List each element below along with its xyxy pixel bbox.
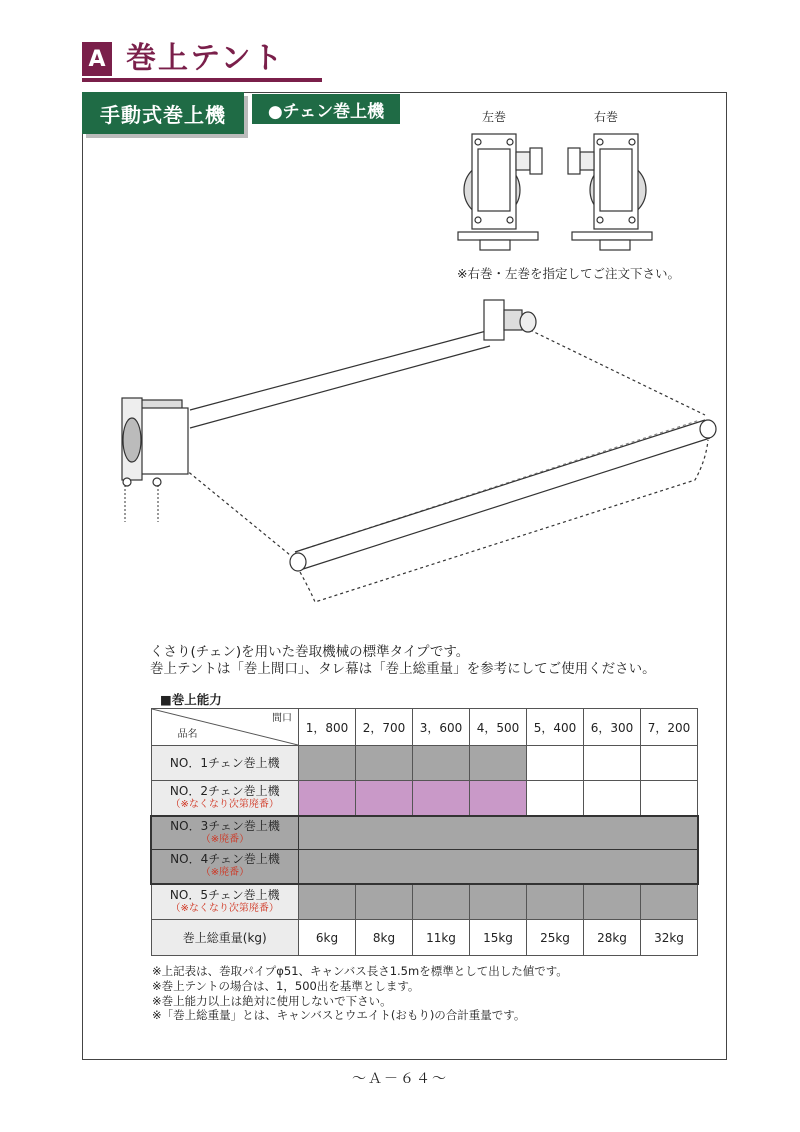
capacity-cell [527, 746, 584, 781]
capacity-cell [584, 746, 641, 781]
weight-cell: 11kg [413, 920, 470, 956]
left-winder-illustration [458, 134, 542, 250]
row-name-cell [151, 884, 299, 920]
description-line-2: 巻上テントは「巻上間口」、タレ幕は「巻上総重量」を参考にしてご使用ください。 [150, 661, 656, 677]
weight-label-cell [151, 920, 299, 956]
capacity-cell [641, 781, 698, 816]
capacity-cell [356, 746, 413, 781]
row-status-note: （※なくなり次第廃番） [170, 902, 279, 914]
corner-bottom-label: 品名 [177, 729, 198, 740]
weight-cell: 15kg [470, 920, 527, 956]
subtitle-main: 手動式巻上機 [82, 92, 244, 134]
capacity-cell-merged [299, 850, 698, 884]
row-name: NO．2チェン巻上機 [169, 783, 280, 798]
capacity-cell [299, 884, 356, 920]
capacity-cell [356, 884, 413, 920]
section-title: 巻上テント [126, 41, 285, 76]
description-line-1: くさり(チェン)を用いた巻取機械の標準タイプです。 [150, 644, 470, 660]
capacity-cell [413, 781, 470, 816]
weight-cell: 25kg [527, 920, 584, 956]
weight-cell: 6kg [299, 920, 356, 956]
corner-top-label: 間口 [272, 713, 292, 724]
capacity-cell [641, 884, 698, 920]
column-header: 2，700 [356, 709, 413, 746]
capacity-cell [470, 746, 527, 781]
row-name: NO．3チェン巻上機 [170, 818, 280, 833]
right-wind-label: 右巻 [594, 110, 619, 124]
footnote: ※上記表は、巻取パイプφ51、キャンバス長さ1.5mを標準として出した値です。 [152, 964, 568, 978]
row-name-cell [151, 816, 299, 850]
row-status-note: （※なくなり次第廃番） [170, 798, 279, 810]
capacity-cell [470, 781, 527, 816]
chain-winder-machine [122, 398, 188, 486]
footnote: ※「巻上総重量」とは、キャンバスとウエイト(おもり)の合計重量です。 [152, 1008, 526, 1023]
capacity-cell [584, 781, 641, 816]
table-row [151, 781, 698, 816]
capacity-cell [299, 781, 356, 816]
row-name-cell [151, 746, 299, 781]
table-row [151, 746, 698, 781]
column-header: 3，600 [413, 709, 470, 746]
column-header: 5，400 [527, 709, 584, 746]
page-number: ～Ａ－６４～ [352, 1071, 448, 1087]
footnote: ※巻上能力以上は絶対に使用しないで下さい。 [152, 993, 392, 1008]
capacity-cell [413, 884, 470, 920]
weight-cell: 8kg [356, 920, 413, 956]
capacity-cell-merged [299, 816, 698, 850]
table-row [151, 816, 698, 850]
row-name-cell [151, 850, 299, 884]
winding-direction-note: ※右巻・左巻を指定してご注文下さい。 [457, 266, 680, 281]
chain [125, 485, 158, 522]
column-header: 6，300 [584, 709, 641, 746]
capacity-cell [299, 746, 356, 781]
right-winder-illustration [568, 134, 652, 250]
row-status-note: （※廃番） [200, 867, 250, 879]
footnote: ※巻上テントの場合は、1，500出を基準とします。 [152, 978, 420, 993]
awning-illustration [110, 290, 730, 620]
table-row [151, 884, 698, 920]
capacity-cell [413, 746, 470, 781]
capacity-cell [356, 781, 413, 816]
row-name: NO．4チェン巻上機 [170, 852, 280, 867]
capacity-table [150, 708, 699, 956]
table-row [151, 850, 698, 884]
column-header: 1，800 [299, 709, 356, 746]
footnotes [152, 964, 568, 1023]
row-status-note: （※廃番） [200, 833, 250, 845]
capacity-cell [584, 884, 641, 920]
section-badge: A [82, 42, 112, 76]
winder-orientation-diagram [450, 124, 660, 259]
table-header-row [151, 709, 698, 746]
weight-cell: 32kg [641, 920, 698, 956]
row-name: NO．5チェン巻上機 [169, 887, 280, 902]
table-corner-cell [151, 709, 299, 746]
capacity-cell [641, 746, 698, 781]
left-wind-label: 左巻 [482, 110, 507, 124]
weight-row [151, 920, 698, 956]
capacity-table-title: ■巻上能力 [160, 692, 222, 707]
weight-cell: 28kg [584, 920, 641, 956]
capacity-cell [527, 884, 584, 920]
right-bracket [484, 300, 536, 340]
subtitle-chain: ●チェン巻上機 [252, 94, 400, 124]
column-header: 4，500 [470, 709, 527, 746]
column-header: 7，200 [641, 709, 698, 746]
capacity-cell [527, 781, 584, 816]
row-name: NO．1チェン巻上機 [169, 756, 280, 770]
weight-label: 巻上総重量(kg) [182, 930, 267, 945]
row-name-cell [151, 781, 299, 816]
title-underline [82, 78, 322, 82]
capacity-cell [470, 884, 527, 920]
